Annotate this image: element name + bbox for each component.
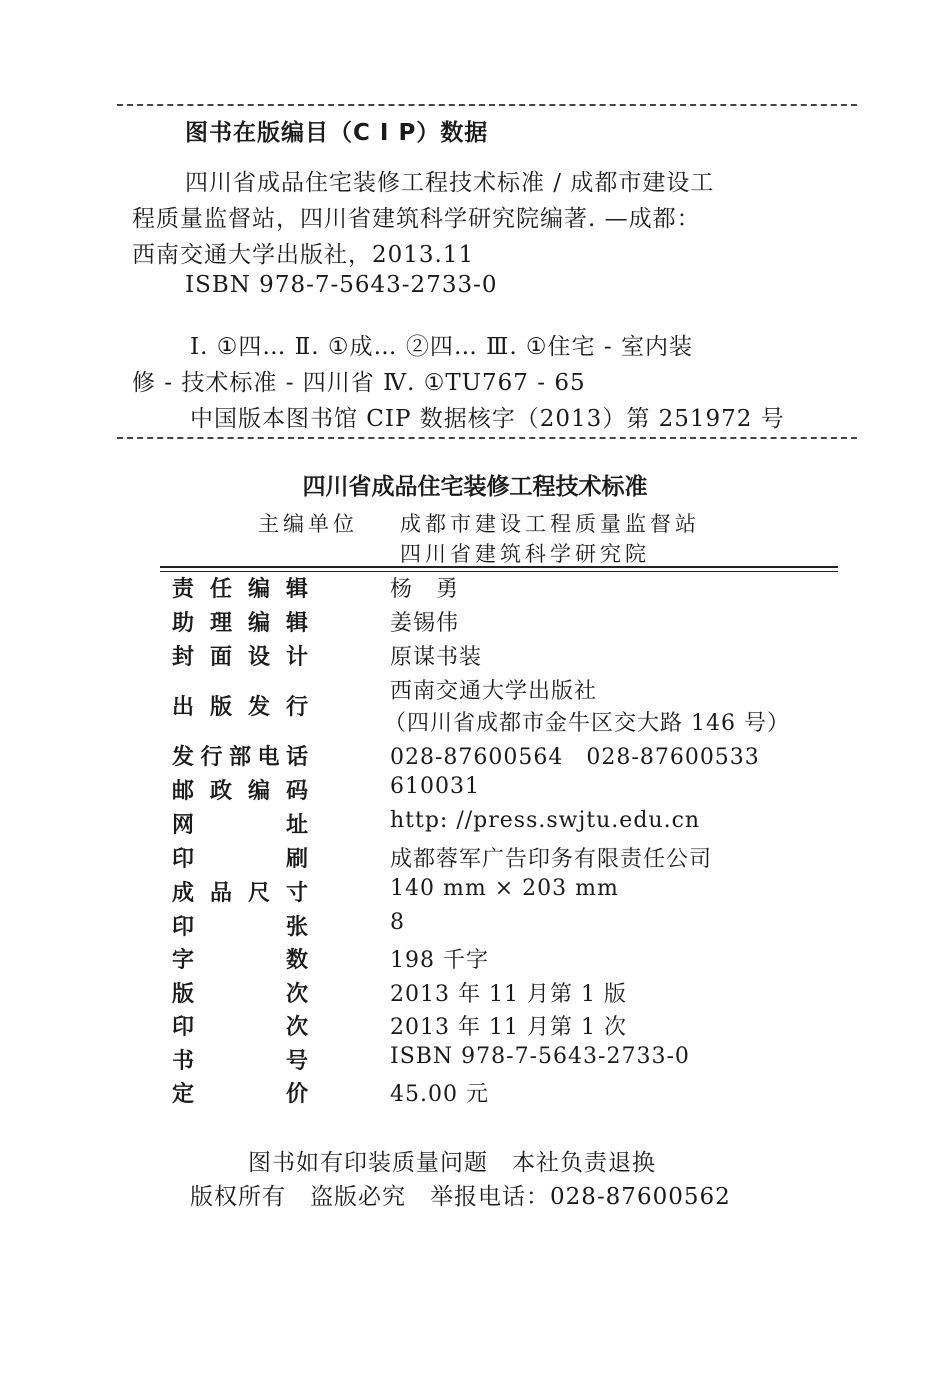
info-label: 定价 — [172, 1082, 308, 1107]
info-row — [172, 1010, 872, 1044]
editor-label: 主编单位 — [258, 512, 358, 536]
info-row — [172, 740, 872, 774]
info-label: 发行部电话 — [172, 745, 308, 770]
info-row — [172, 640, 872, 674]
info-row — [172, 943, 872, 977]
info-row — [172, 977, 872, 1011]
info-label: 书号 — [172, 1049, 308, 1074]
cip-line: 程质量监督站，四川省建筑科学研究院编著. —成都： — [132, 206, 701, 232]
info-value: 610031 — [390, 774, 480, 799]
cip-classification: 修 - 技术标准 - 四川省 Ⅳ. ①TU767 - 65 — [132, 370, 586, 396]
editor-name: 成都市建设工程质量监督站 — [400, 512, 700, 536]
info-value: 2013 年 11 月第 1 版 — [390, 982, 627, 1007]
info-label: 成品尺寸 — [172, 881, 308, 906]
info-row — [172, 842, 872, 876]
info-value: 140 mm × 203 mm — [390, 876, 619, 901]
info-row — [172, 606, 872, 640]
info-label: 印次 — [172, 1015, 308, 1040]
info-value: 028-87600564 028-87600533 — [390, 745, 760, 770]
info-row — [172, 1044, 872, 1078]
info-label: 责任编辑 — [172, 577, 308, 602]
info-label: 助理编辑 — [172, 611, 308, 636]
copyright-notice: 版权所有 盗版必究 举报电话：028-87600562 — [190, 1184, 731, 1210]
info-row — [172, 910, 872, 944]
cip-line: 西南交通大学出版社，2013.11 — [132, 242, 475, 268]
info-label: 印刷 — [172, 847, 308, 872]
cip-record-number: 中国版本图书馆 CIP 数据核字（2013）第 251972 号 — [190, 406, 785, 432]
cip-heading: 图书在版编目（C I P）数据 — [185, 120, 489, 146]
cip-line: 四川省成品住宅装修工程技术标准 / 成都市建设工 — [185, 170, 715, 196]
info-row — [172, 808, 872, 842]
info-label: 版次 — [172, 982, 308, 1007]
info-value: 姜锡伟 — [390, 611, 460, 636]
editor-name: 四川省建筑科学研究院 — [400, 542, 650, 566]
info-value: 2013 年 11 月第 1 次 — [390, 1015, 627, 1040]
info-value: 杨 勇 — [390, 577, 460, 602]
cip-classification: Ⅰ. ①四… Ⅱ. ①成… ②四… Ⅲ. ①住宅 - 室内装 — [190, 334, 693, 360]
info-label: 字数 — [172, 948, 308, 973]
info-row — [172, 674, 872, 740]
top-dashed-divider — [117, 104, 857, 106]
info-label: 封面设计 — [172, 645, 308, 670]
info-value-address: （四川省成都市金牛区交大路 146 号） — [384, 711, 790, 736]
info-row — [172, 572, 872, 606]
info-value: 8 — [390, 910, 405, 935]
info-label: 网址 — [172, 813, 308, 838]
cip-isbn: ISBN 978-7-5643-2733-0 — [185, 272, 498, 298]
info-label: 印张 — [172, 915, 308, 940]
info-row — [172, 1077, 872, 1111]
info-value: http: //press.swjtu.edu.cn — [390, 808, 701, 833]
info-value: 原谋书装 — [390, 645, 483, 670]
info-value: ISBN 978-7-5643-2733-0 — [390, 1044, 690, 1069]
bottom-dashed-divider — [117, 437, 857, 439]
quality-notice: 图书如有印装质量问题 本社负责退换 — [248, 1150, 656, 1176]
info-value: 198 千字 — [390, 948, 489, 973]
info-label: 邮政编码 — [172, 779, 308, 804]
book-title: 四川省成品住宅装修工程技术标准 — [302, 474, 648, 500]
info-value: 成都蓉军广告印务有限责任公司 — [390, 847, 713, 872]
info-row — [172, 876, 872, 910]
info-value: 45.00 元 — [390, 1082, 489, 1107]
info-row — [172, 774, 872, 808]
info-rule-top — [160, 566, 838, 568]
info-label: 出版发行 — [172, 695, 308, 720]
info-value: 西南交通大学出版社 — [390, 679, 598, 704]
